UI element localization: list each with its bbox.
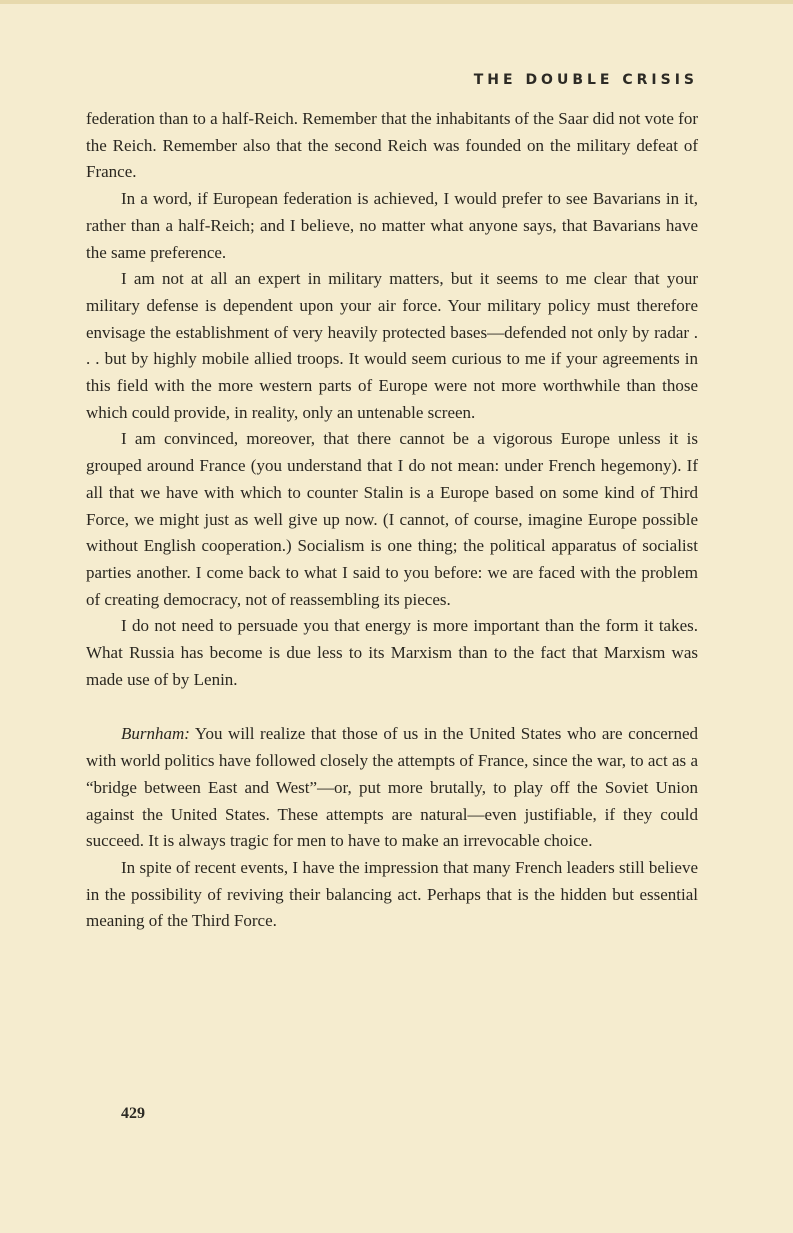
paragraph-3: I am not at all an expert in military matters, but it seems to me clear that your military defense is dependent upon your air force. Your military policy must therefore envisage the establishment of very heavily protected bases—defended not only by radar . . . but by highly mobile allied troops. It would seem curious to me if your agreements in this field with the more western parts of Europe were not more worthwhile than those which could provide, in reality, only an untenable screen.	[86, 269, 698, 422]
speaker-text: You will realize that those of us in the United States who are concerned with world politics have followed closely the attempts of France, since the war, to act as a “bridge between East and West”—or, put more brutally, to play off the Soviet Union against the United States. These attempts are natural—even justifiable, if they could succeed. It is always tragic for men to have to make an irrevocable choice.	[86, 724, 698, 851]
paragraph-5: I do not need to persuade you that energy is more important than the form it takes. What Russia has become is due less to its Marxism than to the fact that Marxism was made use of by Lenin.	[86, 616, 698, 689]
paragraph-7: In spite of recent events, I have the impression that many French leaders still believe in the possibility of reviving their balancing act. Perhaps that is the hidden but essential meaning of the Third Force.	[86, 857, 698, 931]
paragraph-4: I am convinced, moreover, that there cannot be a vigorous Europe unless it is grouped around France (you understand that I do not mean: under French hegemony). If all that we have with which to counter Stalin is a Europe based on some kind of Third Force, we might just as well give up now. (I cannot, of course, imagine Europe possible without English cooperation.) Socialism is one thing; the political apparatus of socialist parties another. I come back to what I said to you before: we are faced with the problem of creating democracy, not of reassembling its pieces.	[86, 429, 698, 609]
speaker-name: Burnham:	[121, 724, 190, 744]
running-head: THE DOUBLE CRISIS	[473, 72, 698, 88]
paragraph-2: In a word, if European federation is achieved, I would prefer to see Bavarians in it, rather than a half-Reich; and I believe, no matter what anyone says, that Bavarians have the same preference.	[86, 189, 698, 262]
paragraph-1: federation than to a half-Reich. Remember that the inhabitants of the Saar did not vote for the Reich. Remember also that the second Reich was founded on the military defeat of France.	[86, 109, 698, 182]
page-number: 429	[121, 1105, 145, 1122]
paragraph-burnham	[86, 721, 698, 855]
body-text	[86, 106, 698, 935]
